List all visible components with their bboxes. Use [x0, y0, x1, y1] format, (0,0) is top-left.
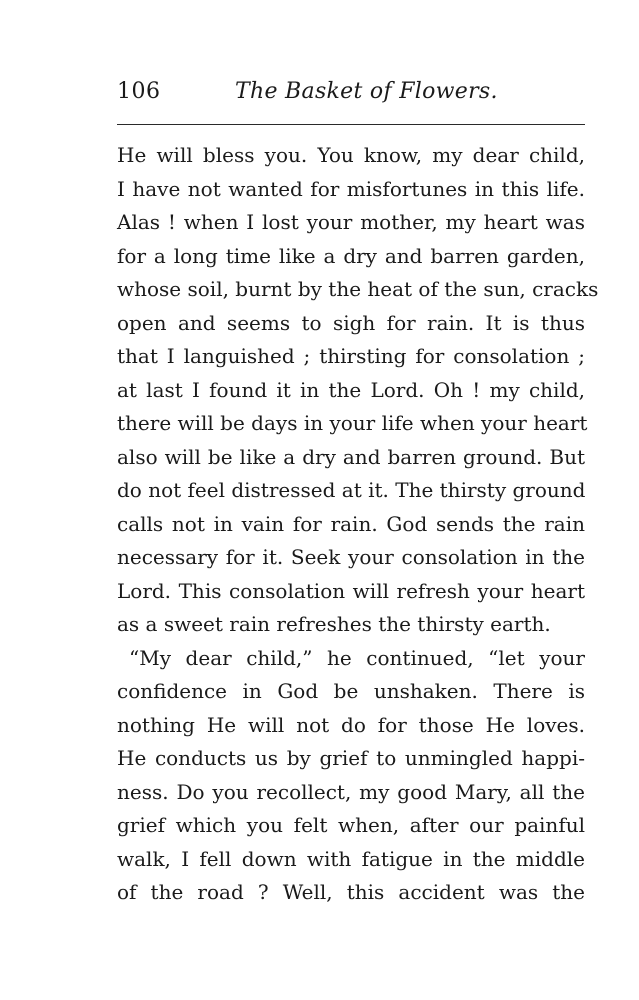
text-line: at last I found it in the Lord. Oh ! my child, [117, 377, 585, 402]
page-number: 106 [117, 79, 161, 104]
text-line: calls not in vain for rain. God sends the rain [117, 511, 585, 536]
text-line: whose soil, burnt by the heat of the sun, cracks [117, 277, 599, 301]
text-line: confidence in God be unshaken. There is [117, 679, 585, 703]
text-line: “My dear child,” he continued, “let your [129, 645, 585, 670]
text-line: ness. Do you recollect, my good Mary, all the [117, 779, 585, 804]
text-line: open and seems to sigh for rain. It is thus [117, 310, 585, 335]
text-line: that I languished ; thirsting for consolation ; [117, 344, 585, 368]
page-header [117, 79, 585, 113]
text-line: Alas ! when I lost your mother, my heart was [117, 210, 585, 234]
text-line: of the road ? Well, this accident was the [117, 880, 585, 904]
running-title: The Basket of Flowers. [235, 79, 498, 104]
header-rule [117, 124, 585, 125]
text-line: there will be days in your life when your heart [117, 411, 588, 435]
text-line: He will bless you. You know, my dear child, [117, 143, 585, 167]
text-line: nothing He will not do for those He loves. [117, 712, 585, 737]
text-line: I have not wanted for misfortunes in this life. [117, 176, 585, 201]
text-line: do not feel distressed at it. The thirsty ground [117, 478, 586, 502]
text-line: grief which you felt when, after our painful [117, 813, 585, 837]
text-line: also will be like a dry and barren ground. But [117, 444, 585, 469]
text-line: Lord. This consolation will refresh your heart [117, 578, 585, 603]
text-line: walk, I fell down with fatigue in the middle [117, 846, 585, 871]
text-line: He conducts us by grief to unmingled happi- [117, 746, 585, 770]
body-text [117, 139, 599, 910]
text-line: as a sweet rain refreshes the thirsty earth. [117, 612, 551, 636]
text-line: necessary for it. Seek your consolation in the [117, 545, 585, 569]
text-line: for a long time like a dry and barren garden, [117, 243, 585, 268]
